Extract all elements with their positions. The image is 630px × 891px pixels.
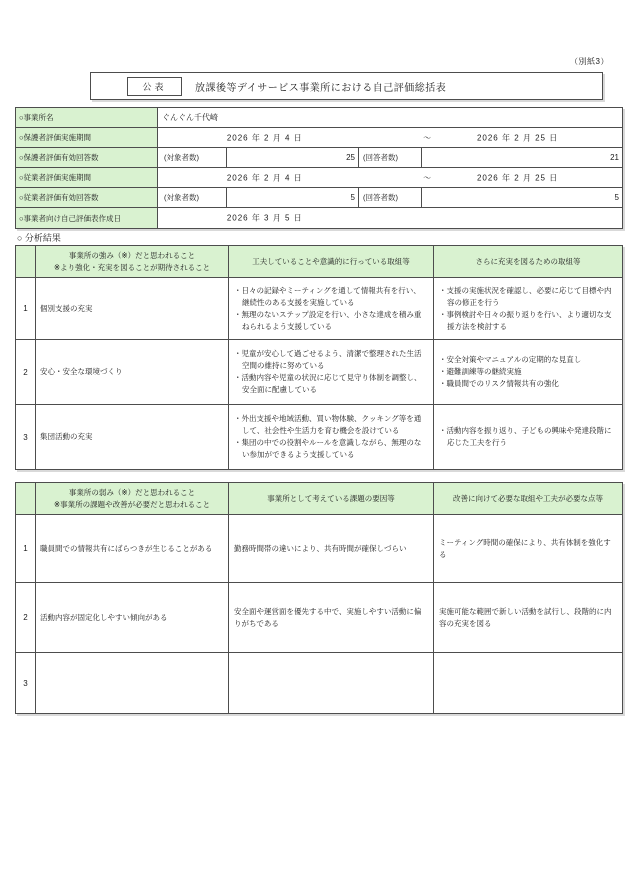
office-name-value: ぐんぐん千代崎 bbox=[162, 113, 218, 122]
bullet-item: ・集団の中での役割やルールを意識しながら、無理のない参加ができるよう支援している bbox=[234, 438, 422, 459]
staff-respondent-count: 5 bbox=[421, 188, 622, 207]
cause-cell: 安全面や運営面を優先する中で、実施しやすい活動に偏りがちである bbox=[229, 583, 434, 652]
strengths-row-1 bbox=[16, 278, 622, 340]
strength-header-line2: ※より強化・充実を図ることが期待されること bbox=[53, 262, 211, 272]
bullet-item: ・無理のないステップ設定を行い、小さな達成を積み重ねられるよう支援している bbox=[234, 309, 422, 331]
weakness-header-line1: 事業所の弱み（※）だと思われること bbox=[68, 487, 196, 497]
creation-date-value: 2026 年 3 月 5 日 bbox=[226, 213, 303, 223]
improvement-cell: 実施可能な範囲で新しい活動を試行し、段階的に内容の充実を図る bbox=[439, 606, 612, 628]
info-row-staff-period bbox=[16, 168, 622, 188]
weakness-cell: 活動内容が固定化しやすい傾向がある bbox=[36, 583, 229, 652]
info-row-guardian-counts bbox=[16, 148, 622, 168]
bullet-item: ・支援の実施状況を確認し、必要に応じて目標や内容の修正を行う bbox=[439, 285, 612, 307]
strength-header-cell bbox=[36, 246, 229, 277]
efforts-header-cell: 工夫していることや意識的に行っている取組等 bbox=[229, 246, 434, 277]
respondent-count-label: (回答者数) bbox=[358, 188, 421, 207]
weakness-cell: 職員間での情報共有にばらつきが生じることがある bbox=[36, 515, 229, 582]
guardian-count-label: ○保護者評価有効回答数 bbox=[16, 148, 158, 167]
improvement-cell bbox=[434, 653, 622, 713]
title-box bbox=[90, 72, 603, 100]
creation-date-label: ○事業者向け自己評価表作成日 bbox=[16, 208, 158, 228]
weaknesses-row-2 bbox=[16, 583, 622, 653]
creation-date-cell bbox=[158, 208, 622, 228]
bullet-item: ・外出支援や地域活動、買い物体験、クッキング等を通して、社会性や生活力を育む機会を設けている bbox=[234, 414, 422, 435]
strength-cell: 集団活動の充実 bbox=[36, 405, 229, 469]
strengths-row-2 bbox=[16, 340, 622, 405]
bullet-item: ・活動内容を振り返り、子どもの興味や発達段階に応じた工夫を行う bbox=[439, 426, 612, 447]
staff-period-cell bbox=[158, 168, 622, 187]
cause-cell: 勤務時間帯の違いにより、共有時間が確保しづらい bbox=[229, 515, 434, 582]
bullet-item: ・日々の記録やミーティングを通して情報共有を行い、継続性のある支援を実施している bbox=[234, 285, 421, 307]
staff-period-start: 2026 年 2 月 4 日 bbox=[226, 173, 303, 182]
office-name-value-cell bbox=[158, 108, 622, 127]
weaknesses-row-1 bbox=[16, 515, 622, 583]
efforts-cell bbox=[229, 340, 434, 404]
cause-cell bbox=[229, 653, 434, 713]
efforts-cell bbox=[229, 278, 434, 339]
staff-period-end: 2026 年 2 月 25 日 bbox=[476, 173, 559, 182]
target-count-label: (対象者数) bbox=[164, 153, 199, 162]
office-name-label: ○事業所名 bbox=[16, 108, 158, 127]
improvement-cell: ミーティング時間の確保により、共有体制を強化する bbox=[439, 537, 611, 559]
period-tilde: ～ bbox=[423, 173, 432, 182]
info-row-office-name bbox=[16, 108, 622, 128]
weaknesses-header-row bbox=[16, 483, 622, 515]
bullet-item: ・活動内容や児童の状況に応じて見守り体制を調整し、安全面に配慮している bbox=[234, 373, 422, 394]
weaknesses-table bbox=[15, 482, 623, 714]
guardian-period-end: 2026 年 2 月 25 日 bbox=[476, 133, 559, 142]
weaknesses-row-3 bbox=[16, 653, 622, 713]
weakness-header-cell bbox=[36, 483, 229, 514]
bullet-item: ・児童が安心して過ごせるよう、清潔で整理された生活空間の維持に努めている bbox=[234, 349, 422, 370]
row-number: 1 bbox=[16, 515, 36, 582]
staff-target-count: 5 bbox=[226, 188, 358, 207]
enhance-header-cell: さらに充実を図るための取組等 bbox=[434, 246, 622, 277]
strength-cell: 個別支援の充実 bbox=[36, 278, 229, 339]
row-number: 2 bbox=[16, 340, 36, 404]
guardian-period-cell bbox=[158, 128, 622, 147]
strengths-table bbox=[15, 245, 623, 470]
strength-cell: 安心・安全な環境づくり bbox=[36, 340, 229, 404]
guardian-period-start: 2026 年 2 月 4 日 bbox=[226, 133, 303, 142]
improvements-cell bbox=[434, 278, 622, 339]
improvements-cell bbox=[434, 340, 622, 404]
analysis-results-heading: ○ 分析結果 bbox=[17, 233, 61, 243]
info-row-staff-counts bbox=[16, 188, 622, 208]
respondent-count-label: (回答者数) bbox=[358, 148, 421, 167]
cause-header-cell: 事業所として考えている課題の要因等 bbox=[229, 483, 434, 514]
sheet-annotation: （別紙3） bbox=[570, 57, 609, 66]
page-title: 放課後等デイサービス事業所における自己評価総括表 bbox=[195, 82, 447, 94]
bullet-item: ・安全対策やマニュアルの定期的な見直し bbox=[439, 355, 582, 364]
efforts-cell bbox=[229, 405, 434, 469]
bullet-item: ・避難訓練等の継続実施 bbox=[439, 367, 522, 376]
info-row-creation-date bbox=[16, 208, 622, 228]
office-info-table bbox=[15, 107, 623, 229]
bullet-item: ・職員間でのリスク情報共有の強化 bbox=[439, 379, 559, 388]
header-number-cell bbox=[16, 246, 36, 277]
guardian-respondent-count: 21 bbox=[421, 148, 622, 167]
bullet-item: ・事例検討や日々の振り返りを行い、より適切な支援方法を検討する bbox=[439, 309, 612, 331]
guardian-counts-cell bbox=[158, 148, 622, 167]
strength-header-line1: 事業所の強み（※）だと思われること bbox=[68, 250, 196, 260]
row-number: 3 bbox=[16, 405, 36, 469]
guardian-target-count: 25 bbox=[226, 148, 358, 167]
info-row-guardian-period bbox=[16, 128, 622, 148]
row-number: 2 bbox=[16, 583, 36, 652]
guardian-period-label: ○保護者評価実施期間 bbox=[16, 128, 158, 147]
weakness-header-line2: ※事業所の課題や改善が必要だと思われること bbox=[53, 499, 211, 509]
weakness-cell bbox=[36, 653, 229, 713]
target-count-label: (対象者数) bbox=[164, 193, 199, 202]
strengths-header-row bbox=[16, 246, 622, 278]
improve-header-cell: 改善に向けて必要な取組や工夫が必要な点等 bbox=[434, 483, 622, 514]
publish-label: 公表 bbox=[127, 77, 182, 96]
row-number: 1 bbox=[16, 278, 36, 339]
staff-counts-cell bbox=[158, 188, 622, 207]
header-number-cell bbox=[16, 483, 36, 514]
period-tilde: ～ bbox=[423, 133, 432, 142]
row-number: 3 bbox=[16, 653, 36, 713]
staff-count-label: ○従業者評価有効回答数 bbox=[16, 188, 158, 207]
staff-period-label: ○従業者評価実施期間 bbox=[16, 168, 158, 187]
improvements-cell bbox=[434, 405, 622, 469]
strengths-row-3 bbox=[16, 405, 622, 469]
